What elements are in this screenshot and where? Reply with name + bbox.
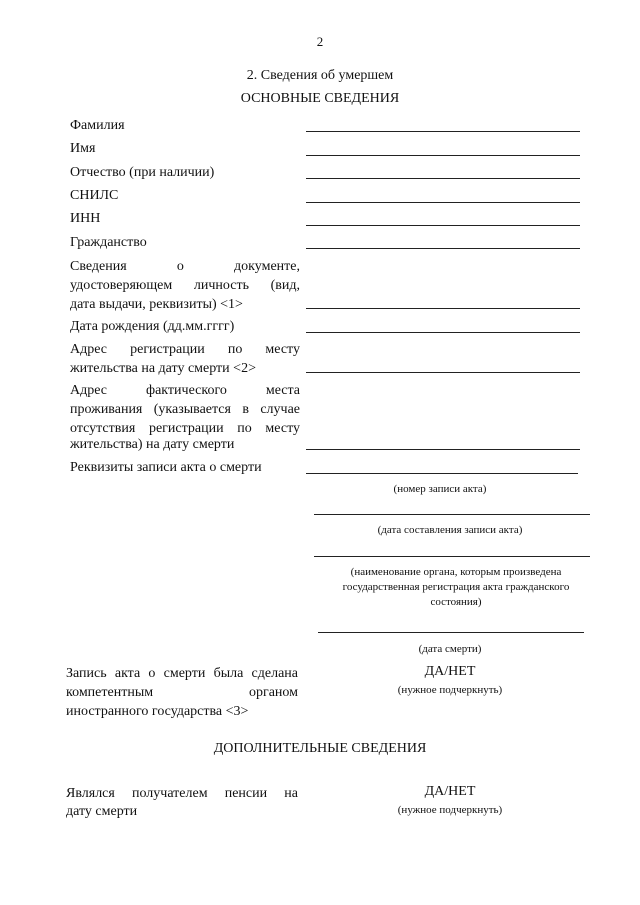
surname-field[interactable] — [306, 131, 580, 132]
foreign-record-label-line3: иностранного государства <3> — [66, 704, 249, 719]
pension-hint: (нужное подчеркнуть) — [397, 804, 503, 816]
death-date-caption: (дата смерти) — [418, 643, 482, 655]
death-record-label: Реквизиты записи акта о смерти — [70, 460, 262, 475]
section-title: 2. Сведения об умершем — [246, 68, 394, 83]
authority-caption-line2: государственная регистрация акта гражданского — [342, 581, 570, 593]
snils-field[interactable] — [306, 202, 580, 203]
id-document-label-line2: удостоверяющем личность (вид, — [70, 278, 300, 293]
death-date-field[interactable] — [318, 632, 584, 633]
foreign-record-hint: (нужное подчеркнуть) — [397, 684, 503, 696]
actual-address-label-line1: Адрес фактического места — [70, 383, 300, 398]
name-label: Имя — [70, 141, 96, 156]
authority-caption-line3: состояния) — [430, 596, 482, 608]
actual-address-field[interactable] — [306, 449, 580, 450]
reg-address-label-line2: жительства на дату смерти <2> — [70, 361, 256, 376]
record-date-caption: (дата составления записи акта) — [377, 524, 523, 536]
surname-label: Фамилия — [70, 118, 125, 133]
birth-date-label: Дата рождения (дд.мм.гггг) — [70, 319, 235, 334]
record-number-field[interactable] — [306, 473, 578, 474]
foreign-record-yes-no[interactable]: ДА/НЕТ — [424, 664, 476, 679]
actual-address-label-line4: жительства) на дату смерти — [70, 437, 235, 452]
page-number: 2 — [316, 34, 324, 49]
birth-date-field[interactable] — [306, 332, 580, 333]
name-field[interactable] — [306, 155, 580, 156]
snils-label: СНИЛС — [70, 188, 119, 203]
id-document-field[interactable] — [306, 308, 580, 309]
pension-yes-no[interactable]: ДА/НЕТ — [424, 784, 476, 799]
authority-caption-line1: (наименование органа, которым произведена — [350, 566, 562, 578]
foreign-record-label-line1: Запись акта о смерти была сделана — [66, 666, 298, 681]
reg-address-label-line1: Адрес регистрации по месту — [70, 342, 300, 357]
foreign-record-label-line2: компетентным органом — [66, 685, 298, 700]
citizenship-label: Гражданство — [70, 235, 147, 250]
actual-address-label-line2: проживания (указывается в случае — [70, 402, 300, 417]
inn-field[interactable] — [306, 225, 580, 226]
record-date-field[interactable] — [314, 514, 590, 515]
record-number-caption: (номер записи акта) — [393, 483, 487, 495]
id-document-label-line3: дата выдачи, реквизиты) <1> — [70, 297, 243, 312]
actual-address-label-line3: отсутствия регистрации по месту — [70, 421, 300, 436]
authority-field[interactable] — [314, 556, 590, 557]
additional-heading: ДОПОЛНИТЕЛЬНЫЕ СВЕДЕНИЯ — [213, 741, 427, 756]
reg-address-field[interactable] — [306, 372, 580, 373]
main-heading: ОСНОВНЫЕ СВЕДЕНИЯ — [240, 91, 400, 106]
inn-label: ИНН — [70, 211, 101, 226]
pension-label-line1: Являлся получателем пенсии на — [66, 786, 298, 801]
citizenship-field[interactable] — [306, 248, 580, 249]
pension-label-line2: дату смерти — [66, 804, 138, 819]
patronymic-label: Отчество (при наличии) — [70, 165, 215, 180]
id-document-label-line1: Сведения о документе, — [70, 259, 300, 274]
patronymic-field[interactable] — [306, 178, 580, 179]
